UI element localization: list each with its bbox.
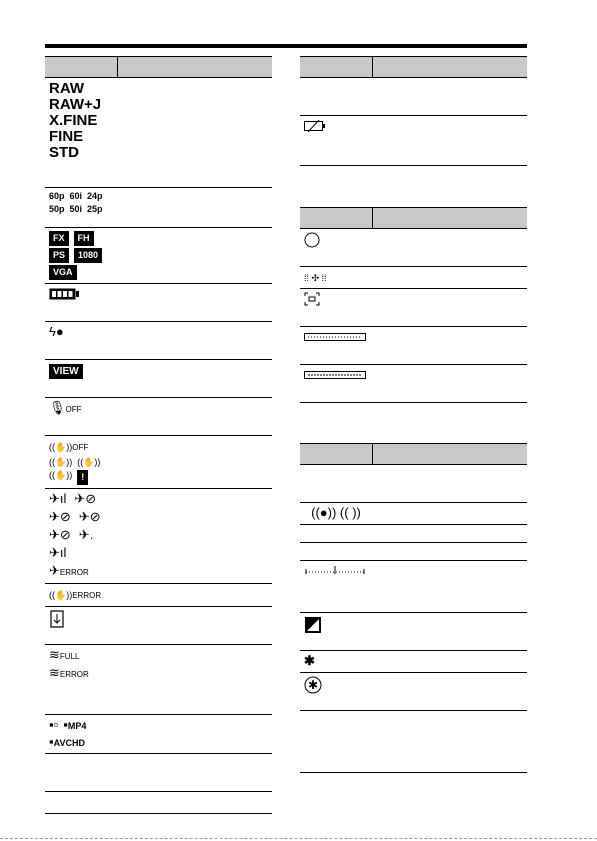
table-row: [45, 78, 272, 188]
gps-icon: ✈⊘: [78, 509, 101, 524]
right-icon-table-3: [300, 443, 527, 773]
gps-error-icon: ✈ERROR: [49, 563, 89, 578]
frame-rate-icon: 25p: [87, 204, 103, 214]
table-row: [300, 327, 527, 365]
table-row: [300, 543, 527, 561]
right-icon-table-2: [300, 207, 527, 403]
table-row: [300, 525, 527, 543]
table-row: [300, 651, 527, 673]
fx-badge-icon: FX: [49, 231, 69, 246]
table-row: [300, 465, 527, 503]
table-row: [45, 398, 272, 436]
table-header: [45, 57, 272, 78]
table-row: [45, 584, 272, 607]
scale-icon: [304, 368, 366, 382]
view-badge-icon: VIEW: [49, 364, 83, 379]
raw-label: RAW: [49, 80, 84, 97]
photo-movie-icon: ▪▫: [49, 717, 59, 732]
table-row: [300, 289, 527, 327]
table-row: [300, 365, 527, 403]
mp4-icon: ▪MP4: [63, 717, 87, 732]
table-row: [45, 284, 272, 322]
table-row: [45, 228, 272, 284]
avchd-icon: ▪AVCHD: [49, 734, 85, 749]
exposure-scale-icon: [304, 565, 366, 579]
frame-rate-icon: 50p: [49, 204, 65, 214]
movie-format-icons: [49, 718, 113, 750]
database-error-icon: ≋ERROR: [49, 665, 89, 680]
right-icon-table-1: [300, 56, 527, 166]
off-label: OFF: [65, 405, 82, 414]
gps-icon: ✈ıl: [49, 545, 67, 560]
table-row: [45, 754, 272, 792]
table-row: [45, 436, 272, 489]
table-row: [45, 322, 272, 360]
table-row: [45, 645, 272, 715]
vga-badge-icon: VGA: [49, 265, 77, 280]
table-row: [45, 607, 272, 645]
ae-lock-icon: ✱: [304, 653, 315, 668]
flash-charging-icon: ϟ●: [49, 324, 64, 339]
table-row: [300, 711, 527, 773]
image-quality-icons: [45, 78, 117, 188]
steadyshot-icons: [49, 439, 113, 485]
gps-icon: ✈ıl: [49, 491, 67, 506]
battery-empty-icon: [304, 122, 326, 136]
gps-icon: ✈⊘: [49, 509, 71, 524]
scale-icon: [304, 330, 366, 344]
shake-warning-icons: ((●)) (( )): [311, 505, 361, 520]
gps-icon: ✈⊘: [74, 491, 97, 506]
exposure-comp-icon: [304, 623, 322, 637]
table-row: [45, 489, 272, 584]
card-icon: [49, 617, 65, 631]
gps-icon: ✈⊘: [49, 527, 71, 542]
mic-off-icon: 🎙OFF: [49, 400, 82, 415]
raw-jpeg-label: RAW+J: [49, 96, 102, 113]
af-area-icons: ⁞⁞ ✣ ⁞⁞: [304, 273, 327, 283]
battery-icon: [49, 290, 79, 304]
table-row: [300, 267, 527, 289]
warning-icon: !: [77, 470, 88, 485]
frame-rate-icons: [49, 191, 113, 215]
frame-rate-icon: 60i: [69, 191, 83, 201]
steadyshot-off-icon: ((✋))OFF: [49, 442, 89, 452]
table-row: [300, 78, 527, 116]
xfine-label: X.FINE: [49, 112, 98, 129]
steadyshot-movie-icon: ((✋)): [77, 457, 101, 467]
database-full-icon: ≋FULL: [49, 647, 80, 662]
table-row: [300, 229, 527, 267]
ae-lock-circle-icon: [304, 678, 322, 697]
ps-badge-icon: PS: [49, 248, 69, 263]
table-row: [300, 503, 527, 525]
steadyshot-error-icon: ((✋))ERROR: [49, 590, 102, 600]
spot-circle-icon: [304, 237, 320, 251]
table-row: [45, 360, 272, 398]
record-setting-icons: [49, 231, 113, 280]
fh-badge-icon: FH: [74, 231, 94, 246]
frame-rate-icon: 60p: [49, 191, 65, 201]
table-header: [300, 444, 527, 465]
top-rule: [45, 44, 527, 48]
table-row: [45, 188, 272, 228]
page-edge-line: [0, 838, 597, 839]
left-icon-table: [45, 56, 272, 814]
table-row: [45, 715, 272, 754]
fine-label: FINE: [49, 128, 84, 145]
steadyshot-photo-icon: ((✋)): [49, 457, 73, 467]
table-header: [300, 57, 527, 78]
table-row: [300, 613, 527, 651]
af-frame-icon: [304, 295, 320, 309]
frame-rate-icon: 24p: [87, 191, 103, 201]
svg-text:✱: ✱: [307, 678, 319, 692]
database-icons: [49, 648, 113, 682]
table-row: [300, 561, 527, 613]
std-label: STD: [49, 144, 79, 161]
table-header: [300, 208, 527, 229]
gps-icons: [49, 492, 113, 580]
1080-badge-icon: 1080: [74, 248, 102, 263]
table-row: [300, 116, 527, 166]
table-row: [45, 792, 272, 814]
gps-icon: ✈.: [78, 527, 94, 542]
steadyshot-lock-icon: ((✋)): [49, 470, 73, 480]
table-row: [300, 673, 527, 711]
frame-rate-icon: 50i: [69, 204, 83, 214]
